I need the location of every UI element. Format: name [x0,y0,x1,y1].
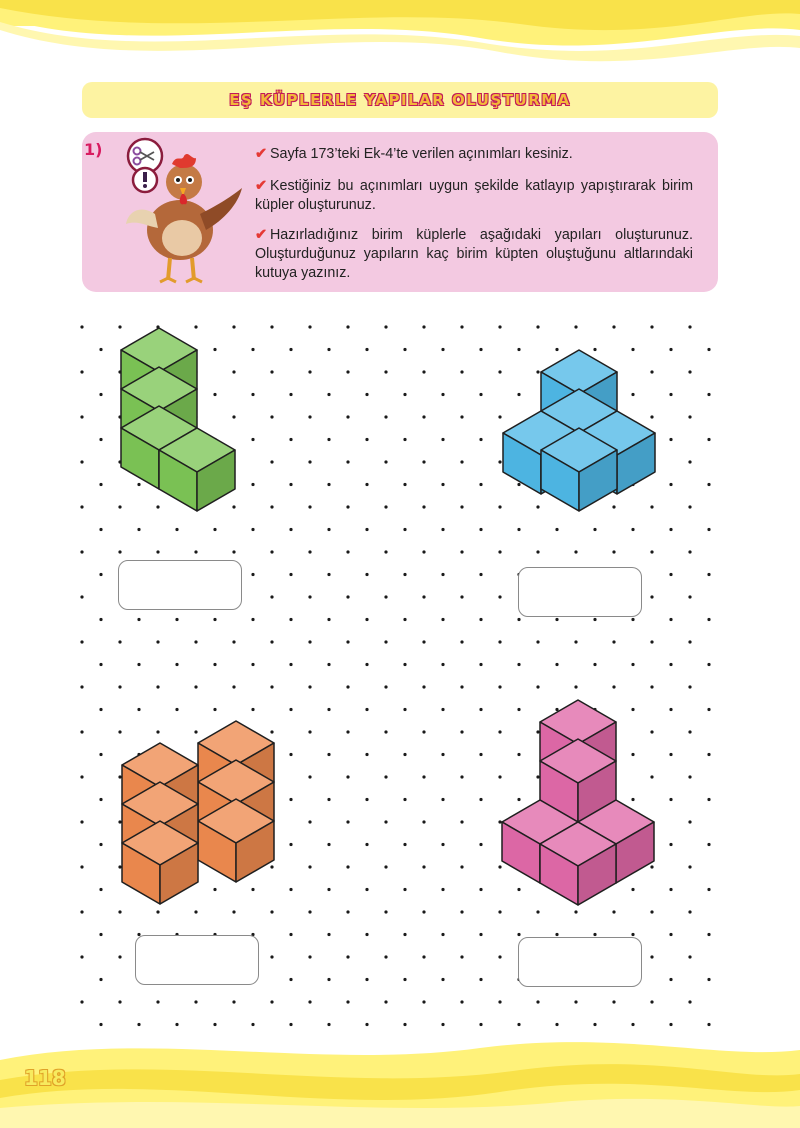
green-cube-structure [121,328,235,511]
page-title: EŞ KÜPLERLE YAPILAR OLUŞTURMA [229,91,571,109]
orange-cube-structure [122,721,274,904]
activity-number: 1) [84,140,103,159]
pink-cube-structure [502,700,654,905]
blue-cube-structure [503,350,655,511]
check-icon: ✔ [255,146,267,162]
page-number: 118 [24,1066,66,1090]
check-icon: ✔ [255,227,267,243]
answer-box-blue[interactable] [518,567,642,617]
instruction-1: ✔ Sayfa 173’teki Ek-4’te verilen açınımları kesiniz. [255,146,573,162]
answer-box-orange[interactable] [135,935,259,985]
instruction-3: ✔ Hazırladığınız birim küplerle aşağıdaki yapıları oluşturunuz. Oluşturduğunuz yapıların kaç birim küpten oluştuğunu altlarındaki kutuya yazınız. [255,227,693,281]
instruction-2: ✔ Kestiğiniz bu açınımları uygun şekilde katlayıp yapıştırarak birim küpler oluşturunuz. [255,178,693,213]
answer-box-green[interactable] [118,560,242,610]
answer-box-pink[interactable] [518,937,642,987]
check-icon: ✔ [255,178,267,194]
